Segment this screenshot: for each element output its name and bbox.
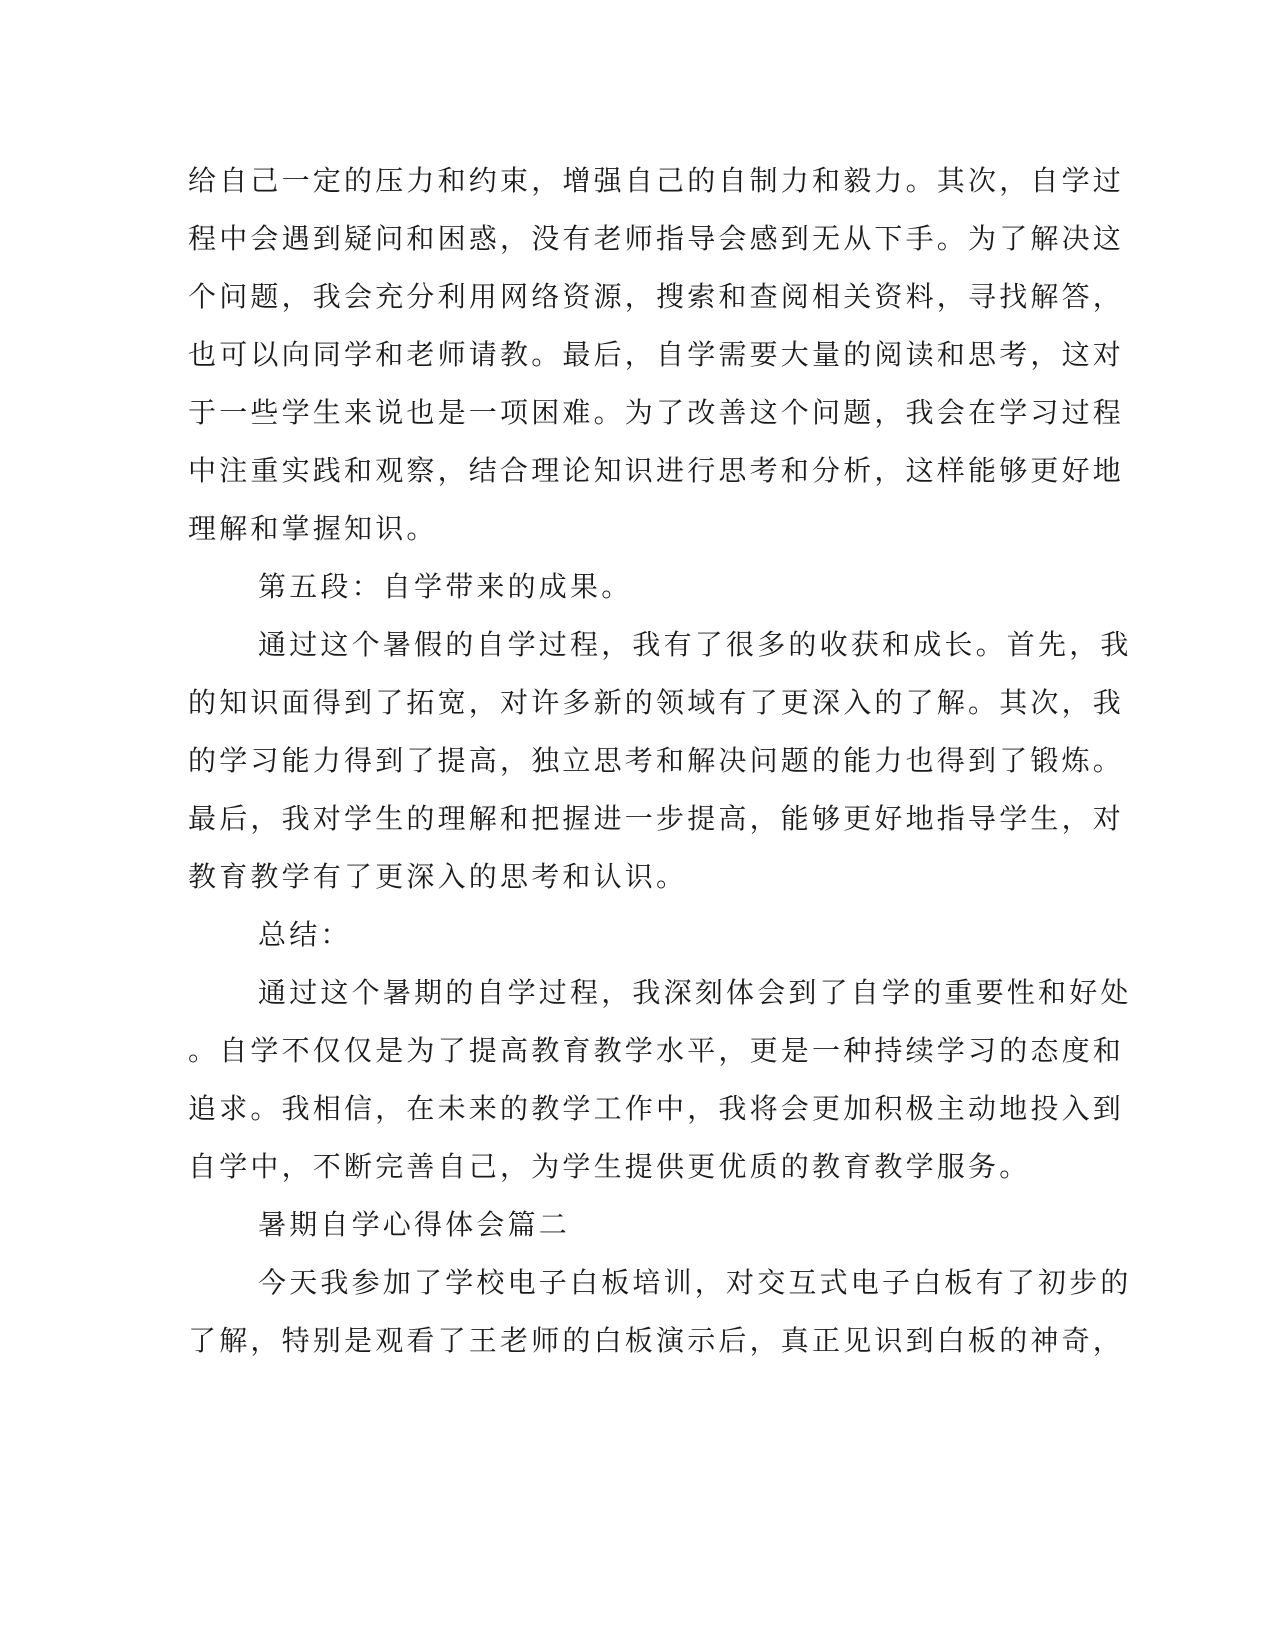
- text-line: 教育教学有了更深入的思考和认识。: [188, 860, 688, 893]
- text-line: 的知识面得到了拓宽，对许多新的领域有了更深入的了解。其次，我: [188, 686, 1125, 719]
- text-line: 于一些学生来说也是一项困难。为了改善这个问题，我会在学习过程: [188, 396, 1125, 429]
- text-line: 自学中，不断完善自己，为学生提供更优质的教育教学服务。: [188, 1150, 1031, 1183]
- text-line: 通过这个暑假的自学过程，我有了很多的收获和成长。首先，我: [258, 628, 1132, 661]
- article-title: 暑期自学心得体会篇二: [258, 1208, 571, 1241]
- text-line: 给自己一定的压力和约束，增强自己的自制力和毅力。其次，自学过: [188, 164, 1125, 197]
- section-heading: 第五段：自学带来的成果。: [258, 570, 633, 603]
- text-line: 最后，我对学生的理解和把握进一步提高，能够更好地指导学生，对: [188, 802, 1125, 835]
- text-line: 今天我参加了学校电子白板培训，对交互式电子白板有了初步的: [258, 1266, 1132, 1299]
- text-line: 追求。我相信，在未来的教学工作中，我将会更加积极主动地投入到: [188, 1092, 1125, 1125]
- text-line: 程中会遇到疑问和困惑，没有老师指导会感到无从下手。为了解决这: [188, 222, 1125, 255]
- text-line: 中注重实践和观察，结合理论知识进行思考和分析，这样能够更好地: [188, 454, 1125, 487]
- text-line: 理解和掌握知识。: [188, 512, 438, 545]
- text-line: 了解，特别是观看了王老师的白板演示后，真正见识到白板的神奇，: [188, 1324, 1125, 1357]
- section-heading: 总结：: [258, 918, 352, 951]
- text-line: 。自学不仅仅是为了提高教育教学水平，更是一种持续学习的态度和: [188, 1034, 1125, 1067]
- text-line: 个问题，我会充分利用网络资源，搜索和查阅相关资料，寻找解答，: [188, 280, 1125, 313]
- text-line: 也可以向同学和老师请教。最后，自学需要大量的阅读和思考，这对: [188, 338, 1125, 371]
- text-line: 的学习能力得到了提高，独立思考和解决问题的能力也得到了锻炼。: [188, 744, 1125, 777]
- text-line: 通过这个暑期的自学过程，我深刻体会到了自学的重要性和好处: [258, 976, 1132, 1009]
